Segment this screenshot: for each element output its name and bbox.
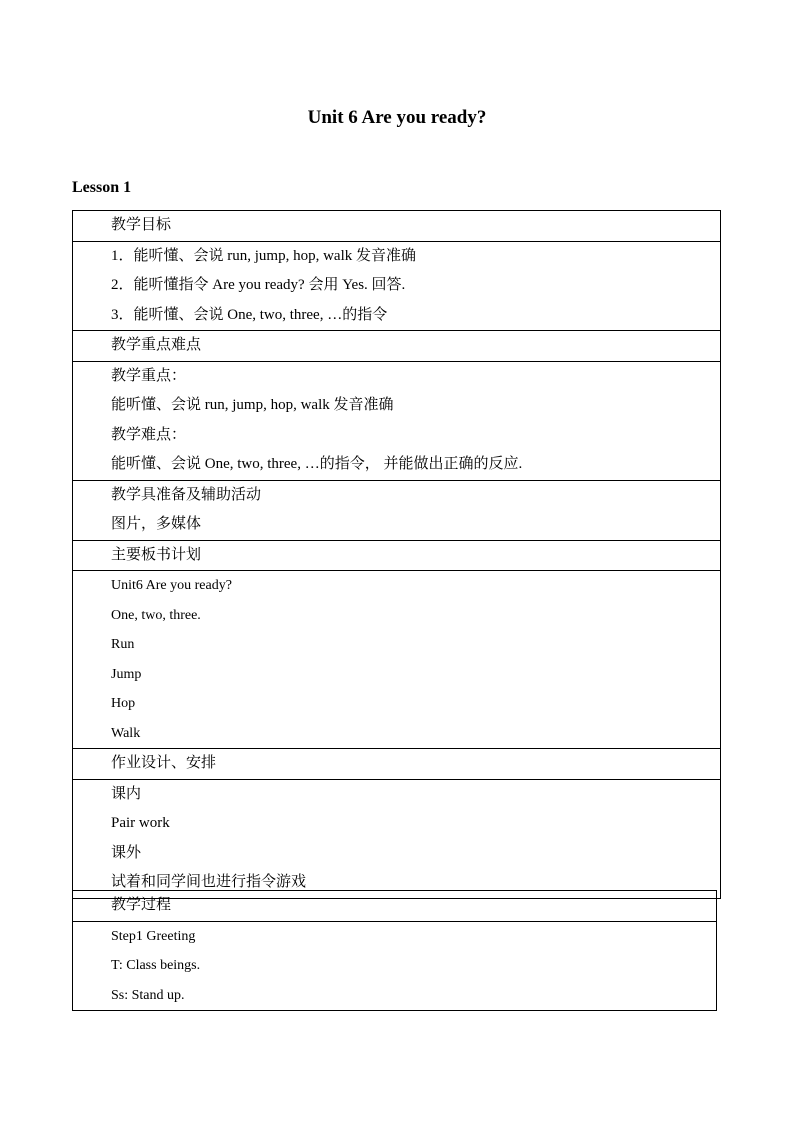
- board-plan-content-row: [73, 570, 720, 748]
- process-line: Step1 Greeting: [111, 928, 196, 944]
- process-header-row: [73, 891, 716, 921]
- materials-line: 图片，多媒体: [111, 516, 202, 532]
- board-plan-header-row: [73, 540, 720, 571]
- board-plan-header: 主要板书计划: [111, 546, 202, 563]
- materials-header: 教学具准备及辅助活动: [111, 486, 262, 503]
- homework-header-row: [73, 748, 720, 779]
- objectives-header: 教学目标: [111, 217, 172, 233]
- document-title: Unit 6 Are you ready?: [307, 107, 487, 128]
- homework-header: 作业设计、安排: [111, 755, 217, 771]
- objective-item: 2．能听懂指令 Are you ready? 会用 Yes. 回答.: [111, 277, 406, 293]
- objective-item: 3．能听懂、会说 One, two, three, …的指令: [111, 306, 388, 323]
- key-points-line: 能听懂、会说 run, jump, hop, walk 发音准确: [111, 397, 394, 413]
- objectives-content-row: [73, 241, 720, 331]
- key-points-header: 教学重点难点: [111, 337, 202, 353]
- homework-line: Pair work: [111, 815, 170, 831]
- objective-item: 1．能听懂、会说 run, jump, hop, walk 发音准确: [111, 247, 416, 264]
- key-points-line: 教学重点：: [111, 367, 187, 384]
- board-plan-line: Run: [111, 637, 135, 652]
- objectives-header-row: [73, 211, 720, 241]
- homework-line: 课外: [111, 844, 142, 861]
- board-plan-line: Walk: [111, 725, 141, 741]
- key-points-line: 能听懂、会说 One, two, three, …的指令， 并能做出正确的反应.: [111, 456, 523, 472]
- board-plan-line: One, two, three.: [111, 607, 201, 623]
- homework-line: 试着和同学间也进行指令游戏: [111, 874, 307, 890]
- lesson-heading: Lesson 1: [72, 179, 132, 196]
- teaching-process-table: [72, 890, 717, 1011]
- key-points-content-row: [73, 361, 720, 480]
- materials-row: [73, 480, 720, 540]
- process-line: T: Class beings.: [111, 958, 201, 973]
- board-plan-line: Hop: [111, 696, 136, 711]
- process-content-row: [73, 921, 716, 1011]
- process-header: 教学过程: [111, 897, 172, 913]
- homework-content-row: [73, 779, 720, 898]
- process-line: Ss: Stand up.: [111, 987, 185, 1003]
- board-plan-line: Unit6 Are you ready?: [111, 578, 232, 593]
- key-points-header-row: [73, 330, 720, 361]
- board-plan-line: Jump: [111, 666, 142, 682]
- lesson-plan-table: [72, 210, 721, 899]
- homework-line: 课内: [111, 785, 142, 802]
- key-points-line: 教学难点：: [111, 426, 187, 443]
